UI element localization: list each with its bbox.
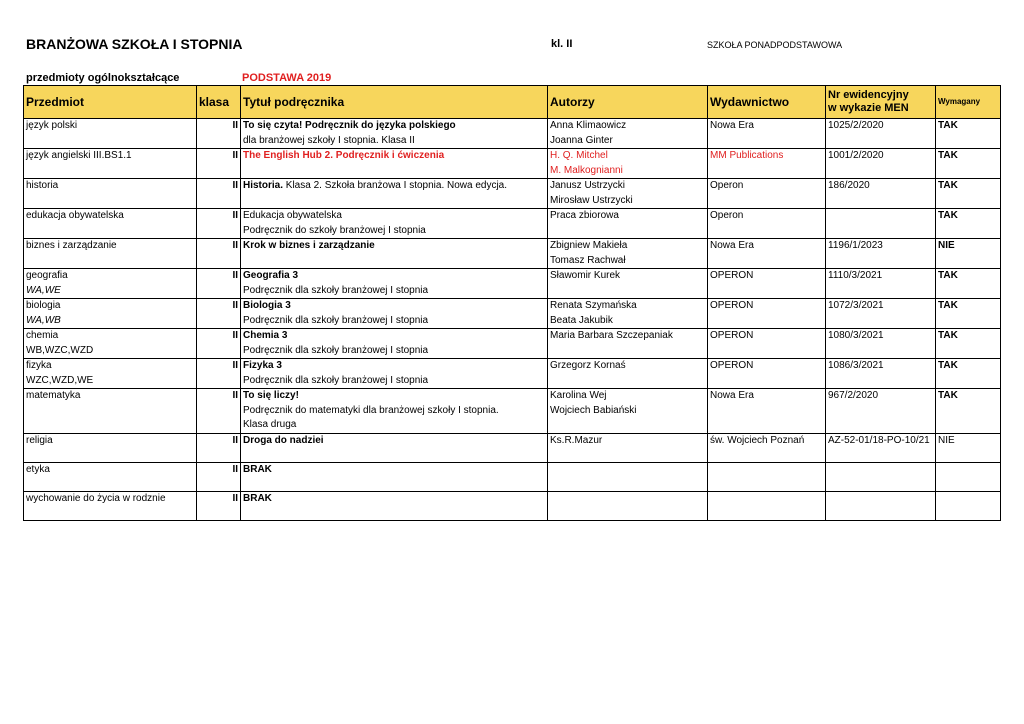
title-cell: [241, 299, 548, 329]
subject-name: geografia: [26, 270, 68, 281]
title-line2: Podręcznik dla szkoły branżowej I stopnia: [243, 284, 429, 296]
title-bold: Biologia 3: [243, 300, 291, 311]
table-row: [24, 462, 1001, 491]
table-header-row: [24, 86, 1001, 119]
subject-cell: język polski: [24, 119, 197, 149]
title-cell: [241, 239, 548, 269]
author: Sławomir Kurek: [550, 270, 621, 281]
authors-cell: [548, 491, 708, 520]
authors-cell: [548, 359, 708, 389]
column-header-authors: Autorzy: [548, 86, 708, 119]
title-cell: [241, 389, 548, 434]
registry-header-line2: w wykazie MEN: [828, 102, 909, 114]
registry-number-cell: 1110/3/2021: [826, 269, 936, 299]
subject-cell: [24, 329, 197, 359]
title-rest: Edukacja obywatelska: [243, 210, 342, 221]
table-row: [24, 269, 1001, 299]
required-cell: TAK: [936, 119, 1001, 149]
author: Praca zbiorowa: [550, 210, 619, 221]
class-cell: II: [197, 359, 241, 389]
table-row: [24, 149, 1001, 179]
required-cell: TAK: [936, 359, 1001, 389]
title-line2: Podręcznik do szkoły branżowej I stopnia: [243, 224, 426, 236]
subject-groups: WB,WZC,WZD: [26, 344, 94, 356]
required-cell: TAK: [936, 149, 1001, 179]
class-cell: II: [197, 179, 241, 209]
registry-number-cell: 967/2/2020: [826, 389, 936, 434]
title-bold: BRAK: [243, 463, 272, 475]
author: Mirosław Ustrzycki: [550, 194, 633, 206]
registry-number-cell: 1025/2/2020: [826, 119, 936, 149]
column-header-subject: Przedmiot: [24, 86, 197, 119]
title-cell: [241, 179, 548, 209]
registry-number-cell: 1080/3/2021: [826, 329, 936, 359]
title-bold: Droga do nadziei: [243, 434, 324, 446]
subject-cell: [24, 299, 197, 329]
required-cell: [936, 462, 1001, 491]
class-cell: II: [197, 119, 241, 149]
publisher-cell: [708, 462, 826, 491]
publisher-cell: MM Publications: [708, 149, 826, 179]
author: Joanna Ginter: [550, 134, 613, 146]
authors-cell: [548, 329, 708, 359]
class-cell: II: [197, 209, 241, 239]
publisher-cell: OPERON: [708, 359, 826, 389]
required-cell: TAK: [936, 329, 1001, 359]
author: Wojciech Babiański: [550, 404, 637, 416]
column-header-required: Wymagany: [936, 86, 1001, 119]
class-cell: II: [197, 299, 241, 329]
title-bold: Historia.: [243, 180, 284, 191]
table-row: [24, 119, 1001, 149]
required-cell: NIE: [936, 433, 1001, 462]
title-bold: To się czyta! Podręcznik do języka polskiego: [243, 120, 456, 131]
class-label: kl. II: [551, 38, 573, 50]
subject-name: fizyka: [26, 360, 52, 371]
column-header-title: Tytuł podręcznika: [241, 86, 548, 119]
title-cell: [241, 462, 548, 491]
authors-cell: [548, 239, 708, 269]
publisher-cell: OPERON: [708, 269, 826, 299]
author: Anna Klimaowicz: [550, 120, 627, 131]
authors-cell: [548, 149, 708, 179]
author: Maria Barbara Szczepaniak: [550, 330, 673, 341]
title-line3: Klasa druga: [243, 419, 297, 430]
table-row: [24, 179, 1001, 209]
curriculum-basis-label: PODSTAWA 2019: [242, 72, 332, 84]
publisher-cell: OPERON: [708, 329, 826, 359]
title-line2: dla branżowej szkoły I stopnia. Klasa II: [243, 134, 415, 146]
table-row: [24, 299, 1001, 329]
class-cell: II: [197, 462, 241, 491]
title-cell: [241, 269, 548, 299]
school-type-label: SZKOŁA PONADPODSTAWOWA: [707, 40, 843, 50]
title-bold: Geografia 3: [243, 270, 299, 281]
subject-cell: historia: [24, 179, 197, 209]
required-cell: TAK: [936, 209, 1001, 239]
authors-cell: [548, 119, 708, 149]
title-cell: [241, 491, 548, 520]
title-rest: Klasa 2. Szkoła branżowa I stopnia. Nowa edycja.: [283, 180, 508, 191]
table-row: [24, 389, 1001, 434]
title-cell: [241, 149, 548, 179]
title-bold: To się liczy!: [243, 390, 299, 401]
author: H. Q. Mitchel: [550, 150, 608, 161]
table-row: [24, 359, 1001, 389]
publisher-cell: Nowa Era: [708, 239, 826, 269]
authors-cell: [548, 462, 708, 491]
author: Beata Jakubik: [550, 314, 613, 326]
subject-cell: biznes i zarządzanie: [24, 239, 197, 269]
publisher-cell: Operon: [708, 179, 826, 209]
publisher-cell: św. Wojciech Poznań: [708, 433, 826, 462]
document-title: BRANŻOWA SZKOŁA I STOPNIA: [26, 36, 243, 52]
title-cell: [241, 359, 548, 389]
title-line2: Podręcznik dla szkoły branżowej I stopnia: [243, 314, 429, 326]
publisher-cell: OPERON: [708, 299, 826, 329]
title-bold: Krok w biznes i zarządzanie: [243, 240, 375, 251]
publisher-cell: [708, 491, 826, 520]
author: Tomasz Rachwał: [550, 254, 626, 266]
registry-number-cell: 1001/2/2020: [826, 149, 936, 179]
subject-cell: etyka: [24, 462, 197, 491]
subject-name: chemia: [26, 330, 59, 341]
subject-cell: matematyka: [24, 389, 197, 434]
title-line2: Podręcznik dla szkoły branżowej I stopnia: [243, 344, 429, 356]
subject-cell: edukacja obywatelska: [24, 209, 197, 239]
table-row: [24, 433, 1001, 462]
author: Ks.R.Mazur: [550, 434, 603, 446]
publisher-cell: Nowa Era: [708, 389, 826, 434]
author: Grzegorz Kornaś: [550, 360, 626, 371]
author: Renata Szymańska: [550, 300, 637, 311]
registry-number-cell: [826, 462, 936, 491]
class-cell: II: [197, 433, 241, 462]
column-header-class: klasa: [197, 86, 241, 119]
class-cell: II: [197, 329, 241, 359]
class-cell: II: [197, 149, 241, 179]
authors-cell: [548, 433, 708, 462]
title-cell: [241, 209, 548, 239]
required-cell: TAK: [936, 269, 1001, 299]
authors-cell: [548, 389, 708, 434]
title-bold: Chemia 3: [243, 330, 288, 341]
required-cell: TAK: [936, 179, 1001, 209]
publisher-cell: Operon: [708, 209, 826, 239]
author: Janusz Ustrzycki: [550, 180, 626, 191]
authors-cell: [548, 179, 708, 209]
registry-number-cell: 1086/3/2021: [826, 359, 936, 389]
author: Karolina Wej: [550, 390, 607, 401]
subject-groups: WA,WB: [26, 314, 61, 326]
registry-number-cell: [826, 491, 936, 520]
registry-number-cell: 186/2020: [826, 179, 936, 209]
class-cell: II: [197, 239, 241, 269]
textbook-table: [23, 85, 1001, 521]
title-line2: Podręcznik dla szkoły branżowej I stopnia: [243, 374, 429, 386]
subject-cell: język angielski III.BS1.1: [24, 149, 197, 179]
subject-cell: wychowanie do życia w rodznie: [24, 491, 197, 520]
subject-cell: [24, 269, 197, 299]
registry-number-cell: [826, 209, 936, 239]
subject-name: biologia: [26, 300, 61, 311]
table-row: [24, 239, 1001, 269]
registry-number-cell: 1072/3/2021: [826, 299, 936, 329]
author: M. Malkognianni: [550, 164, 623, 176]
required-cell: TAK: [936, 389, 1001, 434]
registry-header-line1: Nr ewidencyjny: [828, 89, 909, 101]
authors-cell: [548, 299, 708, 329]
class-cell: II: [197, 269, 241, 299]
registry-number-cell: 1196/1/2023: [826, 239, 936, 269]
table-row: [24, 329, 1001, 359]
table-row: [24, 209, 1001, 239]
subtitle: przedmioty ogólnokształcące: [26, 72, 180, 84]
subject-cell: religia: [24, 433, 197, 462]
class-cell: II: [197, 491, 241, 520]
subject-groups: WZC,WZD,WE: [26, 374, 94, 386]
required-cell: TAK: [936, 299, 1001, 329]
title-cell: [241, 329, 548, 359]
publisher-cell: Nowa Era: [708, 119, 826, 149]
author: Zbigniew Makieła: [550, 240, 628, 251]
required-cell: [936, 491, 1001, 520]
title-line2: Podręcznik do matematyki dla branżowej szkoły I stopnia.: [243, 404, 499, 416]
title-bold: BRAK: [243, 492, 272, 504]
subject-cell: [24, 359, 197, 389]
column-header-publisher: Wydawnictwo: [708, 86, 826, 119]
column-header-registry-number: [826, 86, 936, 119]
title-bold: The English Hub 2. Podręcznik i ćwiczenia: [243, 150, 445, 161]
registry-number-cell: AZ-52-01/18-PO-10/21: [826, 433, 936, 462]
title-cell: [241, 433, 548, 462]
required-cell: NIE: [936, 239, 1001, 269]
title-cell: [241, 119, 548, 149]
class-cell: II: [197, 389, 241, 434]
subject-groups: WA,WE: [26, 284, 61, 296]
title-bold: Fizyka 3: [243, 360, 282, 371]
authors-cell: [548, 209, 708, 239]
authors-cell: [548, 269, 708, 299]
table-row: [24, 491, 1001, 520]
